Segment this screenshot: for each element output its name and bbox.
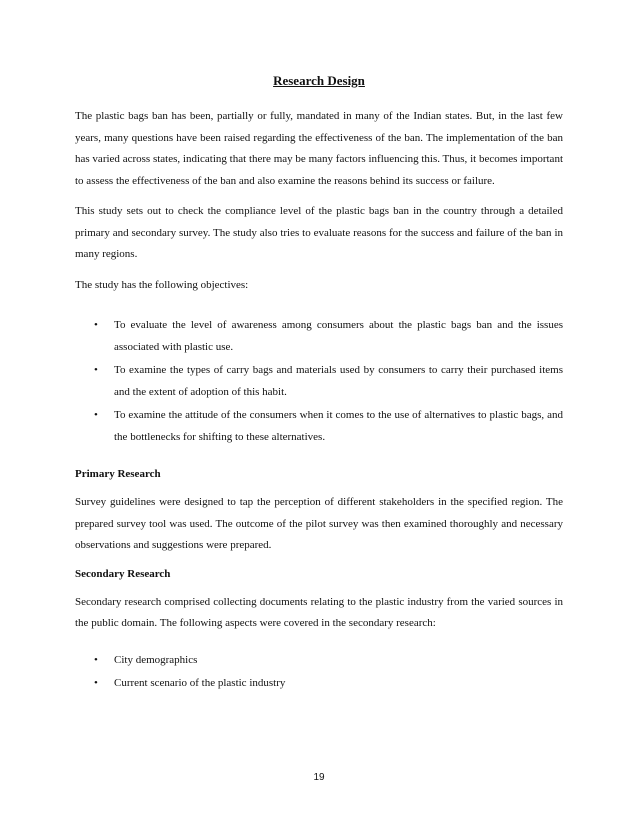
primary-research-heading: Primary Research — [75, 468, 161, 480]
secondary-research-heading: Secondary Research — [75, 567, 171, 580]
list-item — [75, 673, 563, 695]
objectives-lead: The study has the following objectives: — [75, 278, 249, 291]
aspect-text: City demographics — [114, 653, 198, 666]
objective-text: To examine the attitude of the consumers when it comes to the use of alternatives to plastic bags, and the bottlenecks for shifting to these alternatives. — [114, 409, 563, 443]
list-item — [75, 315, 563, 358]
list-item — [75, 405, 563, 448]
intro-paragraph-1: The plastic bags ban has been, partially or fully, mandated in many of the Indian states. But, in the last few years, many questions have been raised regarding the effectiveness of the ban. The implementation of the ban has varied across states, indicating that there may be many factors influencing this. Thus, it becomes important to assess the effectiveness of the ban and also examine the reasons behind its success or failure. — [75, 110, 563, 187]
spacer — [75, 305, 563, 315]
spacer — [75, 450, 563, 466]
bullet-icon: • — [94, 364, 98, 376]
list-item — [75, 360, 563, 403]
aspect-text: Current scenario of the plastic industry — [114, 677, 286, 689]
bullet-icon: • — [94, 319, 98, 331]
intro-paragraph-2: This study sets out to check the compliance level of the plastic bags ban in the country through a detailed primary and secondary survey. The study also tries to evaluate reasons for the success and failure of the ban in many regions. — [75, 205, 563, 260]
page-content — [75, 73, 563, 697]
page-number: 19 — [313, 772, 325, 783]
objective-text: To examine the types of carry bags and materials used by consumers to carry their purchased items and the extent of adoption of this habit. — [114, 364, 563, 398]
bullet-icon: • — [94, 653, 98, 666]
objective-text: To evaluate the level of awareness among consumers about the plastic bags ban and the issues associated with plastic use. — [114, 319, 563, 353]
list-item — [75, 650, 563, 672]
page-title: Research Design — [273, 73, 365, 88]
bullet-icon: • — [94, 677, 98, 689]
primary-research-paragraph: Survey guidelines were designed to tap the perception of different stakeholders in the specified region. The prepared survey tool was used. The outcome of the pilot survey was then examined thoroughly and necessary observations and suggestions were prepared. — [75, 496, 563, 551]
bullet-icon: • — [94, 409, 98, 421]
secondary-research-paragraph: Secondary research comprised collecting documents relating to the plastic industry from the varied sources in the public domain. The following aspects were covered in the secondary research: — [75, 595, 563, 629]
objectives-list — [75, 315, 563, 448]
secondary-aspects-list — [75, 650, 563, 695]
